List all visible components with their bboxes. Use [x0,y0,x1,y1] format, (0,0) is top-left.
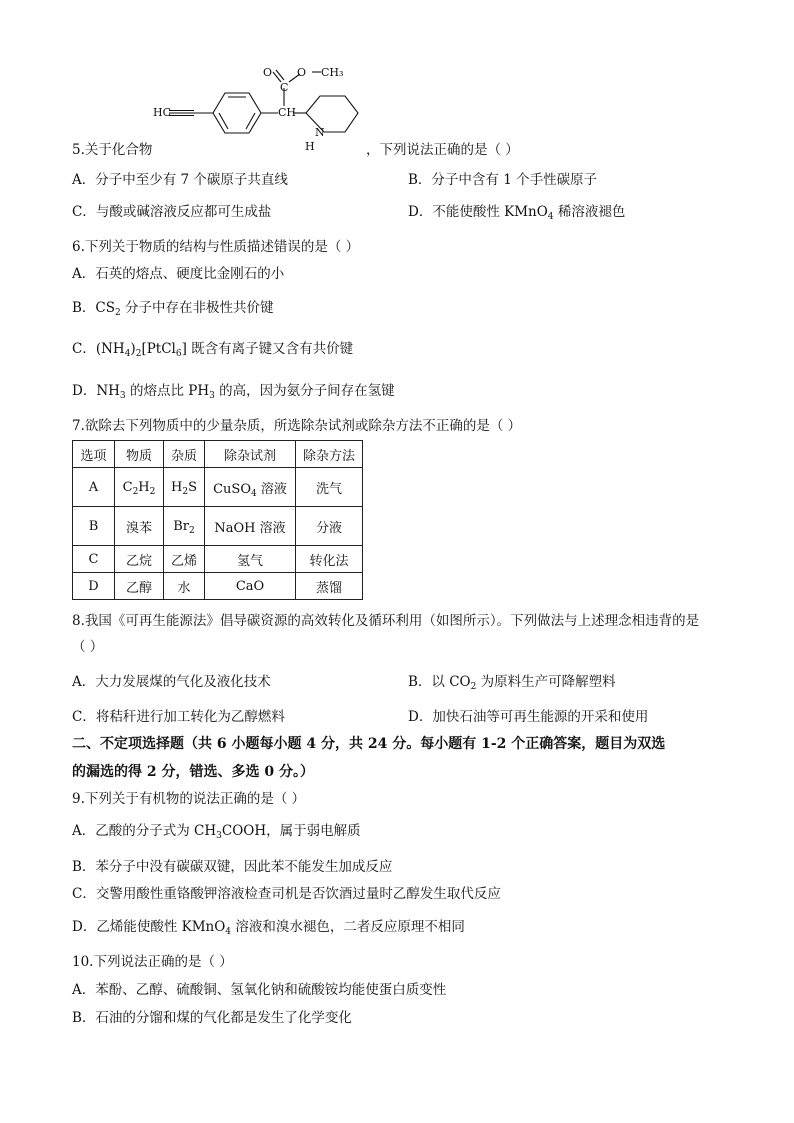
q6-option-d: D．$NH_3$ 的熔点比 $PH_3$ 的高，因为氨分子间存在氢键 [72,383,395,401]
q7-stem: 7.欲除去下列物质中的少量杂质，所选除杂试剂或除杂方法不正确的是（ ） [72,418,522,434]
table-cell: 氢气 [205,546,296,573]
section2-heading-line1: 二、不定项选择题（共 6 小题每小题 4 分，共 24 分。每小题有 1-2 个正确答案，题目为双选 [72,736,666,752]
table-header-cell: 物质 [115,441,164,468]
q9-option-a: A．乙酸的分子式为 $CH_3COOH$，属于弱电解质 [72,823,361,841]
q9-option-d: D．乙烯能使酸性 KMnO$_4$ 溶液和溴水褪色，二者反应原理不相同 [72,919,465,937]
q9-option-c: C．交警用酸性重铬酸钾溶液检查司机是否饮酒过量时乙醇发生取代反应 [72,886,501,902]
table-cell: 分液 [296,507,363,546]
q8-stem-line1: 8.我国《可再生能源法》倡导碳资源的高效转化及循环利用（如图所示）。下列做法与上述理念相违背的是 [72,613,700,629]
structure-label-o-double: O [263,66,273,79]
table-cell: $C_2H_2$ [115,468,164,507]
table-header-row [73,441,363,468]
structure-label-ch: CH [278,106,297,119]
q8-option-d: D．加快石油等可再生能源的开采和使用 [408,709,649,725]
table-cell: D [73,573,115,600]
section2-heading-line2: 的漏选的得 2 分，错选、多选 0 分。） [72,764,314,780]
q5-option-b: B．分子中含有 1 个手性碳原子 [408,172,598,188]
table-cell: $H_2S$ [164,468,205,507]
q10-option-a: A．苯酚、乙醇、硫酸铜、氢氧化钠和硫酸铵均能使蛋白质变性 [72,982,447,998]
table-cell: 溴苯 [115,507,164,546]
table-row [73,507,363,546]
q5-option-d: D．不能使酸性 KMnO$_4$ 稀溶液褪色 [408,204,626,222]
table-header-cell: 除杂试剂 [205,441,296,468]
q6-option-c: C．$(NH_4)_2[PtCl_6]$ 既含有离子键又含有共价键 [72,341,354,359]
q7-table [72,440,363,600]
table-cell: CaO [205,573,296,600]
q8-option-a: A．大力发展煤的气化及液化技术 [72,674,271,690]
structure-label-ch3: CH₃ [321,66,344,79]
table-cell: 蒸馏 [296,573,363,600]
structure-label-c: C [280,81,289,94]
table-row [73,573,363,600]
structure-label-hc: HC [153,106,172,119]
table-cell: 转化法 [296,546,363,573]
q8-stem-line2: （ ） [72,639,104,655]
table-cell: A [73,468,115,507]
table-cell: 乙烷 [115,546,164,573]
q8-option-c: C．将秸秆进行加工转化为乙醇燃料 [72,709,285,725]
table-cell: 乙烯 [164,546,205,573]
q5-stem-prefix: 5.关于化合物 [72,142,153,158]
q8-option-b: B．以 $CO_2$ 为原料生产可降解塑料 [408,674,616,692]
q10-option-b: B．石油的分馏和煤的气化都是发生了化学变化 [72,1010,352,1026]
q5-option-c: C．与酸或碱溶液反应都可生成盐 [72,204,272,220]
table-header-cell: 杂质 [164,441,205,468]
table-cell: 洗气 [296,468,363,507]
q10-stem: 10.下列说法正确的是（ ） [72,954,233,970]
table-cell: CuSO$_4$ 溶液 [205,468,296,507]
table-header-cell: 选项 [73,441,115,468]
table-row [73,468,363,507]
q5-stem-suffix: ，下列说法正确的是（ ） [366,142,519,158]
table-cell: $Br_2$ [164,507,205,546]
q6-stem: 6.下列关于物质的结构与性质描述错误的是（ ） [72,239,360,255]
table-cell: 乙醇 [115,573,164,600]
q6-option-b: B．$CS_2$ 分子中存在非极性共价键 [72,300,274,318]
q6-option-a: A．石英的熔点、硬度比金刚石的小 [72,266,285,282]
table-cell: 水 [164,573,205,600]
q9-option-b: B．苯分子中没有碳碳双键，因此苯不能发生加成反应 [72,859,393,875]
table-cell: B [73,507,115,546]
structure-label-n: N [315,126,325,139]
q5-option-a: A．分子中至少有 7 个碳原子共直线 [72,172,288,188]
table-row [73,546,363,573]
structure-label-h: H [305,140,315,153]
table-header-cell: 除杂方法 [296,441,363,468]
structure-label-o-ester: O [297,66,307,79]
q9-stem: 9.下列关于有机物的说法正确的是（ ） [72,791,306,807]
table-cell: C [73,546,115,573]
table-cell: NaOH 溶液 [205,507,296,546]
